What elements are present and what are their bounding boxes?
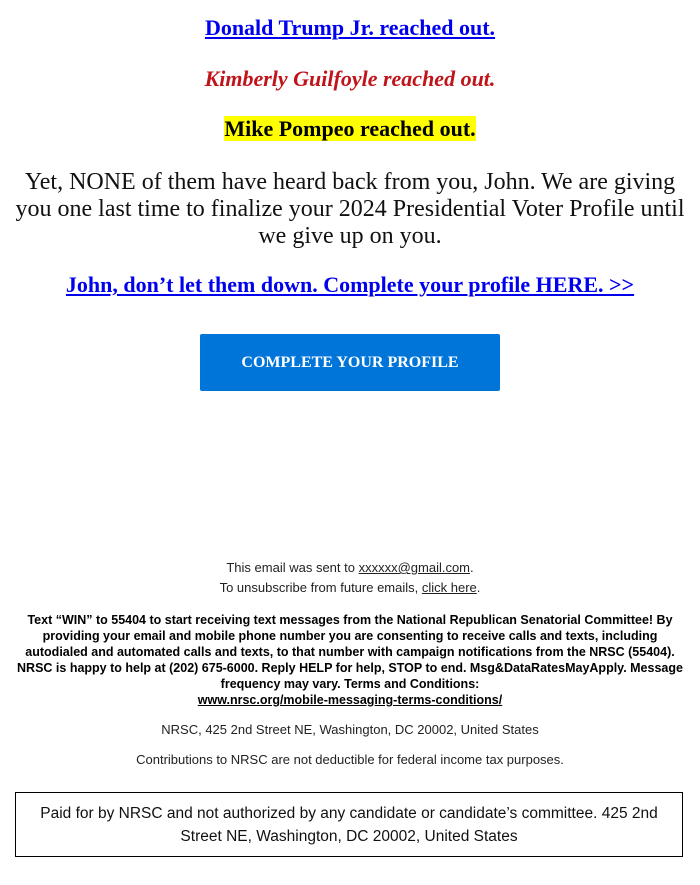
contributions-note: Contributions to NRSC are not deductible for federal income tax purposes. bbox=[136, 752, 564, 767]
email-link[interactable]: xxxxxx@gmail.com bbox=[358, 560, 471, 575]
paid-for-disclaimer: Paid for by NRSC and not authorized by any candidate or candidate’s committee. 425 2nd Street NE, Washington, DC 20002, United States bbox=[15, 792, 683, 857]
sent-to-line bbox=[0, 558, 700, 578]
sms-disclaimer bbox=[15, 612, 685, 708]
sms-text: Text “WIN” to 55404 to start receiving text messages from the National Republican Senatorial Committee! By providing your email and mobile phone number you are consenting to receive calls and texts, including autodialed and automated calls and texts, to that number with campaign notifications from the NRSC (55404). NRSC is happy to help at (202) 675-6000. Reply HELP for help, STOP to end. Msg&DataRatesMayApply. Message frequency may vary. Terms and Conditions: bbox=[17, 613, 683, 691]
complete-profile-link[interactable]: John, don’t let them down. Complete your profile HERE. >> bbox=[65, 272, 635, 297]
footer-sent-info bbox=[0, 558, 700, 598]
trump-link[interactable]: Donald Trump Jr. reached out. bbox=[204, 15, 496, 40]
sent-prefix: This email was sent to bbox=[226, 560, 359, 575]
unsub-suffix: . bbox=[476, 580, 481, 595]
unsubscribe-link[interactable]: click here bbox=[421, 580, 477, 595]
pompeo-headline bbox=[0, 116, 700, 142]
guilfoyle-headline: Kimberly Guilfoyle reached out. bbox=[204, 66, 496, 91]
unsub-prefix: To unsubscribe from future emails, bbox=[219, 580, 422, 595]
pompeo-highlight: Mike Pompeo reached out. bbox=[224, 116, 476, 141]
unsubscribe-line bbox=[0, 578, 700, 598]
trump-headline bbox=[0, 15, 700, 41]
cta-link-line bbox=[0, 272, 700, 298]
body-paragraph: Yet, NONE of them have heard back from you, John. We are giving you one last time to finalize your 2024 Presidential Voter Profile until we give up on you. bbox=[15, 169, 685, 249]
address: NRSC, 425 2nd Street NE, Washington, DC 20002, United States bbox=[161, 722, 539, 737]
terms-link[interactable]: www.nrsc.org/mobile-messaging-terms-conditions/ bbox=[197, 693, 503, 707]
complete-profile-button[interactable]: COMPLETE YOUR PROFILE bbox=[200, 334, 500, 391]
sent-suffix: . bbox=[470, 560, 474, 575]
